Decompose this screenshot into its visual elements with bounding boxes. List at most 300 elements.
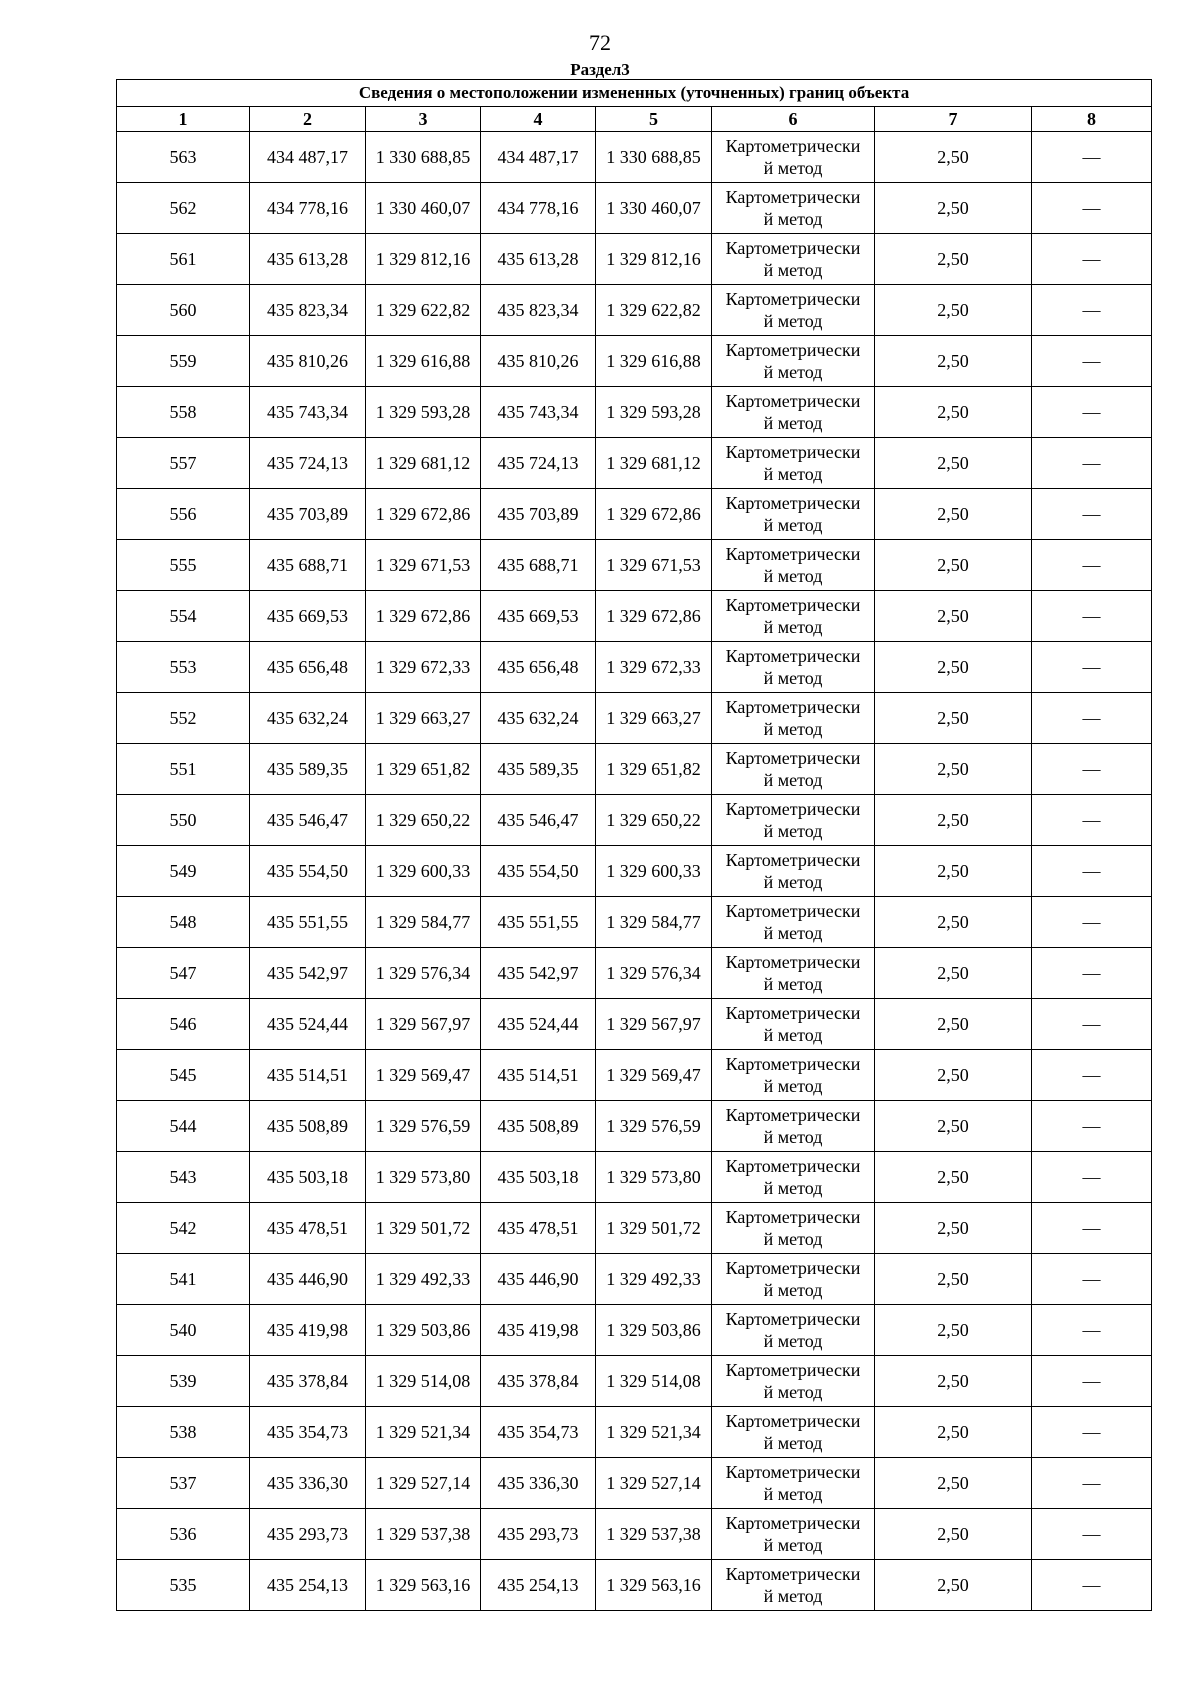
description: —: [1032, 489, 1152, 540]
description: —: [1032, 897, 1152, 948]
coord-y-refined: 1 329 492,33: [596, 1254, 712, 1305]
description: —: [1032, 1152, 1152, 1203]
point-number: 546: [117, 999, 250, 1050]
coord-x-refined: 435 419,98: [481, 1305, 596, 1356]
method-line-2: й метод: [763, 260, 823, 280]
method-line-2: й метод: [763, 1382, 823, 1402]
description: —: [1032, 591, 1152, 642]
coord-x: 435 446,90: [250, 1254, 366, 1305]
table-title: Сведения о местоположении измененных (уточненных) границ объекта: [117, 80, 1152, 107]
description: —: [1032, 234, 1152, 285]
accuracy: 2,50: [875, 234, 1032, 285]
accuracy: 2,50: [875, 336, 1032, 387]
coord-y-refined: 1 329 503,86: [596, 1305, 712, 1356]
table-row: [117, 642, 1152, 693]
table-row: [117, 1560, 1152, 1611]
column-number: 3: [366, 107, 481, 132]
coord-y: 1 329 600,33: [366, 846, 481, 897]
table-row: [117, 285, 1152, 336]
coord-y: 1 329 501,72: [366, 1203, 481, 1254]
coord-y: 1 329 514,08: [366, 1356, 481, 1407]
coord-x: 435 554,50: [250, 846, 366, 897]
coord-y-refined: 1 329 563,16: [596, 1560, 712, 1611]
coord-y: 1 329 672,33: [366, 642, 481, 693]
method-line-1: Картометрически: [725, 391, 861, 411]
method-line-1: Картометрически: [725, 1207, 861, 1227]
coord-x-refined: 435 508,89: [481, 1101, 596, 1152]
page-number: 72: [589, 30, 611, 55]
method-line-1: Картометрически: [725, 136, 861, 156]
table-row: [117, 948, 1152, 999]
table-row: [117, 1254, 1152, 1305]
coord-x: 435 656,48: [250, 642, 366, 693]
method-line-1: Картометрически: [725, 1513, 861, 1533]
accuracy: 2,50: [875, 1254, 1032, 1305]
method-line-2: й метод: [763, 1484, 823, 1504]
method-line-1: Картометрически: [725, 748, 861, 768]
method-line-1: Картометрически: [725, 646, 861, 666]
table-row: [117, 387, 1152, 438]
point-number: 545: [117, 1050, 250, 1101]
column-number: 1: [117, 107, 250, 132]
table-row: [117, 336, 1152, 387]
coord-y-refined: 1 329 501,72: [596, 1203, 712, 1254]
coord-x: 435 378,84: [250, 1356, 366, 1407]
coord-x-refined: 434 487,17: [481, 132, 596, 183]
description: —: [1032, 999, 1152, 1050]
coord-x-refined: 435 336,30: [481, 1458, 596, 1509]
method-cell: [712, 1560, 875, 1611]
method-line-2: й метод: [763, 158, 823, 178]
description: —: [1032, 795, 1152, 846]
method-cell: [712, 642, 875, 693]
table-row: [117, 438, 1152, 489]
method-cell: [712, 1458, 875, 1509]
accuracy: 2,50: [875, 1101, 1032, 1152]
method-cell: [712, 1509, 875, 1560]
accuracy: 2,50: [875, 693, 1032, 744]
point-number: 556: [117, 489, 250, 540]
coord-y-refined: 1 329 569,47: [596, 1050, 712, 1101]
accuracy: 2,50: [875, 540, 1032, 591]
coord-x-refined: 435 478,51: [481, 1203, 596, 1254]
method-cell: [712, 1203, 875, 1254]
method-line-2: й метод: [763, 872, 823, 892]
point-number: 561: [117, 234, 250, 285]
method-line-2: й метод: [763, 209, 823, 229]
method-cell: [712, 1254, 875, 1305]
coord-x: 435 524,44: [250, 999, 366, 1050]
coord-x-refined: 435 823,34: [481, 285, 596, 336]
coord-x: 435 514,51: [250, 1050, 366, 1101]
method-line-2: й метод: [763, 515, 823, 535]
method-cell: [712, 234, 875, 285]
coord-x: 435 546,47: [250, 795, 366, 846]
column-number: 5: [596, 107, 712, 132]
method-line-1: Картометрически: [725, 1105, 861, 1125]
method-cell: [712, 948, 875, 999]
table-row: [117, 693, 1152, 744]
method-cell: [712, 999, 875, 1050]
description: —: [1032, 285, 1152, 336]
method-line-2: й метод: [763, 464, 823, 484]
method-line-1: Картометрически: [725, 289, 861, 309]
method-cell: [712, 183, 875, 234]
method-cell: [712, 1152, 875, 1203]
coord-x: 435 743,34: [250, 387, 366, 438]
method-cell: [712, 897, 875, 948]
coord-x-refined: 435 703,89: [481, 489, 596, 540]
coord-x-refined: 435 669,53: [481, 591, 596, 642]
table-title-row: [117, 80, 1152, 107]
method-cell: [712, 591, 875, 642]
coord-x-refined: 435 254,13: [481, 1560, 596, 1611]
accuracy: 2,50: [875, 1305, 1032, 1356]
coord-y-refined: 1 329 576,59: [596, 1101, 712, 1152]
method-line-2: й метод: [763, 770, 823, 790]
method-line-1: Картометрически: [725, 187, 861, 207]
accuracy: 2,50: [875, 1458, 1032, 1509]
coord-x: 435 419,98: [250, 1305, 366, 1356]
method-cell: [712, 387, 875, 438]
coord-y-refined: 1 329 537,38: [596, 1509, 712, 1560]
coord-y: 1 329 672,86: [366, 591, 481, 642]
method-cell: [712, 489, 875, 540]
accuracy: 2,50: [875, 897, 1032, 948]
coord-x: 435 632,24: [250, 693, 366, 744]
column-number: 8: [1032, 107, 1152, 132]
description: —: [1032, 183, 1152, 234]
method-cell: [712, 285, 875, 336]
method-line-2: й метод: [763, 923, 823, 943]
point-number: 536: [117, 1509, 250, 1560]
coord-y-refined: 1 329 521,34: [596, 1407, 712, 1458]
table-row: [117, 1458, 1152, 1509]
point-number: 552: [117, 693, 250, 744]
accuracy: 2,50: [875, 846, 1032, 897]
accuracy: 2,50: [875, 132, 1032, 183]
coord-x-refined: 435 810,26: [481, 336, 596, 387]
description: —: [1032, 540, 1152, 591]
table-row: [117, 183, 1152, 234]
coord-y-refined: 1 329 671,53: [596, 540, 712, 591]
method-line-1: Картометрически: [725, 1360, 861, 1380]
coord-y-refined: 1 329 651,82: [596, 744, 712, 795]
coord-y: 1 329 537,38: [366, 1509, 481, 1560]
point-number: 559: [117, 336, 250, 387]
point-number: 541: [117, 1254, 250, 1305]
coord-x-refined: 435 446,90: [481, 1254, 596, 1305]
table-row: [117, 795, 1152, 846]
coord-x-refined: 435 293,73: [481, 1509, 596, 1560]
table-row: [117, 1050, 1152, 1101]
point-number: 547: [117, 948, 250, 999]
method-line-2: й метод: [763, 719, 823, 739]
coord-x-refined: 435 542,97: [481, 948, 596, 999]
method-line-2: й метод: [763, 311, 823, 331]
point-number: 538: [117, 1407, 250, 1458]
method-line-2: й метод: [763, 1178, 823, 1198]
coord-x: 435 354,73: [250, 1407, 366, 1458]
method-line-1: Картометрически: [725, 238, 861, 258]
coord-y: 1 329 812,16: [366, 234, 481, 285]
coord-y-refined: 1 329 681,12: [596, 438, 712, 489]
method-line-2: й метод: [763, 1586, 823, 1606]
method-cell: [712, 438, 875, 489]
description: —: [1032, 1407, 1152, 1458]
table-row: [117, 1509, 1152, 1560]
point-number: 555: [117, 540, 250, 591]
point-number: 548: [117, 897, 250, 948]
method-line-2: й метод: [763, 413, 823, 433]
accuracy: 2,50: [875, 1356, 1032, 1407]
method-cell: [712, 1305, 875, 1356]
section-title: Раздел3: [570, 60, 630, 79]
method-line-2: й метод: [763, 1229, 823, 1249]
accuracy: 2,50: [875, 948, 1032, 999]
table-row: [117, 1152, 1152, 1203]
coord-y: 1 330 460,07: [366, 183, 481, 234]
coord-x: 435 478,51: [250, 1203, 366, 1254]
coord-y-refined: 1 329 567,97: [596, 999, 712, 1050]
method-line-2: й метод: [763, 1025, 823, 1045]
method-line-1: Картометрически: [725, 1411, 861, 1431]
coord-y: 1 329 584,77: [366, 897, 481, 948]
description: —: [1032, 1560, 1152, 1611]
accuracy: 2,50: [875, 1509, 1032, 1560]
table-row: [117, 1407, 1152, 1458]
coord-x: 434 778,16: [250, 183, 366, 234]
method-cell: [712, 1356, 875, 1407]
description: —: [1032, 336, 1152, 387]
accuracy: 2,50: [875, 1152, 1032, 1203]
table-row: [117, 591, 1152, 642]
coord-y-refined: 1 329 527,14: [596, 1458, 712, 1509]
description: —: [1032, 132, 1152, 183]
table-row: [117, 999, 1152, 1050]
coord-x: 435 613,28: [250, 234, 366, 285]
method-line-2: й метод: [763, 1127, 823, 1147]
method-cell: [712, 795, 875, 846]
method-line-2: й метод: [763, 1433, 823, 1453]
column-number: 2: [250, 107, 366, 132]
method-cell: [712, 1407, 875, 1458]
coord-x-refined: 435 688,71: [481, 540, 596, 591]
description: —: [1032, 1509, 1152, 1560]
table-row: [117, 540, 1152, 591]
coord-x: 435 542,97: [250, 948, 366, 999]
accuracy: 2,50: [875, 1407, 1032, 1458]
table-row: [117, 132, 1152, 183]
method-line-1: Картометрически: [725, 1309, 861, 1329]
coord-x: 435 503,18: [250, 1152, 366, 1203]
coord-x: 435 810,26: [250, 336, 366, 387]
accuracy: 2,50: [875, 744, 1032, 795]
coord-y: 1 329 681,12: [366, 438, 481, 489]
table-row: [117, 1305, 1152, 1356]
coord-y-refined: 1 329 576,34: [596, 948, 712, 999]
column-number: 7: [875, 107, 1032, 132]
method-cell: [712, 1050, 875, 1101]
coord-x-refined: 435 632,24: [481, 693, 596, 744]
point-number: 562: [117, 183, 250, 234]
coord-y-refined: 1 329 584,77: [596, 897, 712, 948]
coord-y-refined: 1 329 663,27: [596, 693, 712, 744]
description: —: [1032, 642, 1152, 693]
coord-y-refined: 1 329 600,33: [596, 846, 712, 897]
method-line-1: Картометрически: [725, 901, 861, 921]
method-line-2: й метод: [763, 1331, 823, 1351]
coord-x: 435 551,55: [250, 897, 366, 948]
coord-x-refined: 435 378,84: [481, 1356, 596, 1407]
column-number: 6: [712, 107, 875, 132]
point-number: 549: [117, 846, 250, 897]
method-line-1: Картометрически: [725, 1054, 861, 1074]
accuracy: 2,50: [875, 438, 1032, 489]
coord-y: 1 329 563,16: [366, 1560, 481, 1611]
accuracy: 2,50: [875, 1203, 1032, 1254]
coord-y: 1 329 573,80: [366, 1152, 481, 1203]
coord-x: 435 724,13: [250, 438, 366, 489]
accuracy: 2,50: [875, 183, 1032, 234]
point-number: 554: [117, 591, 250, 642]
coord-y-refined: 1 329 672,86: [596, 591, 712, 642]
table-row: [117, 1203, 1152, 1254]
point-number: 550: [117, 795, 250, 846]
coord-y-refined: 1 329 616,88: [596, 336, 712, 387]
method-cell: [712, 132, 875, 183]
coord-x: 435 703,89: [250, 489, 366, 540]
point-number: 535: [117, 1560, 250, 1611]
method-line-1: Картометрически: [725, 697, 861, 717]
table-row: [117, 489, 1152, 540]
method-line-1: Картометрически: [725, 1156, 861, 1176]
method-line-1: Картометрически: [725, 595, 861, 615]
table-row: [117, 1101, 1152, 1152]
coord-y: 1 329 576,59: [366, 1101, 481, 1152]
coord-y: 1 329 567,97: [366, 999, 481, 1050]
description: —: [1032, 1254, 1152, 1305]
column-number: 4: [481, 107, 596, 132]
method-line-1: Картометрически: [725, 850, 861, 870]
description: —: [1032, 1050, 1152, 1101]
coord-x-refined: 435 503,18: [481, 1152, 596, 1203]
description: —: [1032, 1458, 1152, 1509]
description: —: [1032, 693, 1152, 744]
coord-y: 1 329 503,86: [366, 1305, 481, 1356]
coord-x-refined: 435 546,47: [481, 795, 596, 846]
accuracy: 2,50: [875, 1560, 1032, 1611]
table-row: [117, 846, 1152, 897]
method-cell: [712, 1101, 875, 1152]
coord-x: 435 254,13: [250, 1560, 366, 1611]
coord-y-refined: 1 329 573,80: [596, 1152, 712, 1203]
method-cell: [712, 693, 875, 744]
method-line-1: Картометрически: [725, 442, 861, 462]
accuracy: 2,50: [875, 1050, 1032, 1101]
coord-x-refined: 435 354,73: [481, 1407, 596, 1458]
coord-y-refined: 1 330 688,85: [596, 132, 712, 183]
coord-x: 434 487,17: [250, 132, 366, 183]
column-number-row: [117, 107, 1152, 132]
method-line-1: Картометрически: [725, 952, 861, 972]
coord-x: 435 293,73: [250, 1509, 366, 1560]
table-row: [117, 744, 1152, 795]
coordinates-table: [116, 79, 1152, 1611]
coord-y: 1 330 688,85: [366, 132, 481, 183]
table-row: [117, 234, 1152, 285]
description: —: [1032, 387, 1152, 438]
coord-x-refined: 435 613,28: [481, 234, 596, 285]
accuracy: 2,50: [875, 387, 1032, 438]
method-line-2: й метод: [763, 821, 823, 841]
accuracy: 2,50: [875, 285, 1032, 336]
coord-y-refined: 1 329 514,08: [596, 1356, 712, 1407]
method-cell: [712, 744, 875, 795]
method-line-2: й метод: [763, 362, 823, 382]
description: —: [1032, 1101, 1152, 1152]
method-line-2: й метод: [763, 1280, 823, 1300]
method-line-1: Картометрически: [725, 799, 861, 819]
accuracy: 2,50: [875, 999, 1032, 1050]
coord-x-refined: 435 514,51: [481, 1050, 596, 1101]
coord-y: 1 329 527,14: [366, 1458, 481, 1509]
coord-x-refined: 435 656,48: [481, 642, 596, 693]
coord-y: 1 329 576,34: [366, 948, 481, 999]
description: —: [1032, 1356, 1152, 1407]
coord-x-refined: 435 589,35: [481, 744, 596, 795]
method-cell: [712, 540, 875, 591]
method-cell: [712, 846, 875, 897]
coord-y: 1 329 650,22: [366, 795, 481, 846]
point-number: 540: [117, 1305, 250, 1356]
coord-x: 435 823,34: [250, 285, 366, 336]
coord-y: 1 329 671,53: [366, 540, 481, 591]
accuracy: 2,50: [875, 489, 1032, 540]
coord-y: 1 329 492,33: [366, 1254, 481, 1305]
coord-y-refined: 1 330 460,07: [596, 183, 712, 234]
coord-y-refined: 1 329 650,22: [596, 795, 712, 846]
description: —: [1032, 438, 1152, 489]
point-number: 560: [117, 285, 250, 336]
coord-x-refined: 435 551,55: [481, 897, 596, 948]
method-line-2: й метод: [763, 1076, 823, 1096]
coord-y: 1 329 672,86: [366, 489, 481, 540]
coord-x: 435 688,71: [250, 540, 366, 591]
method-line-1: Картометрически: [725, 493, 861, 513]
coord-y: 1 329 651,82: [366, 744, 481, 795]
table-row: [117, 1356, 1152, 1407]
method-line-1: Картометрически: [725, 544, 861, 564]
description: —: [1032, 846, 1152, 897]
accuracy: 2,50: [875, 795, 1032, 846]
coord-x: 435 336,30: [250, 1458, 366, 1509]
coord-y-refined: 1 329 593,28: [596, 387, 712, 438]
point-number: 557: [117, 438, 250, 489]
table-row: [117, 897, 1152, 948]
method-line-2: й метод: [763, 617, 823, 637]
coord-y-refined: 1 329 672,33: [596, 642, 712, 693]
point-number: 539: [117, 1356, 250, 1407]
coord-y: 1 329 616,88: [366, 336, 481, 387]
coord-y: 1 329 593,28: [366, 387, 481, 438]
coord-x-refined: 434 778,16: [481, 183, 596, 234]
point-number: 542: [117, 1203, 250, 1254]
coord-y: 1 329 663,27: [366, 693, 481, 744]
description: —: [1032, 1203, 1152, 1254]
method-cell: [712, 336, 875, 387]
method-line-1: Картометрически: [725, 1564, 861, 1584]
